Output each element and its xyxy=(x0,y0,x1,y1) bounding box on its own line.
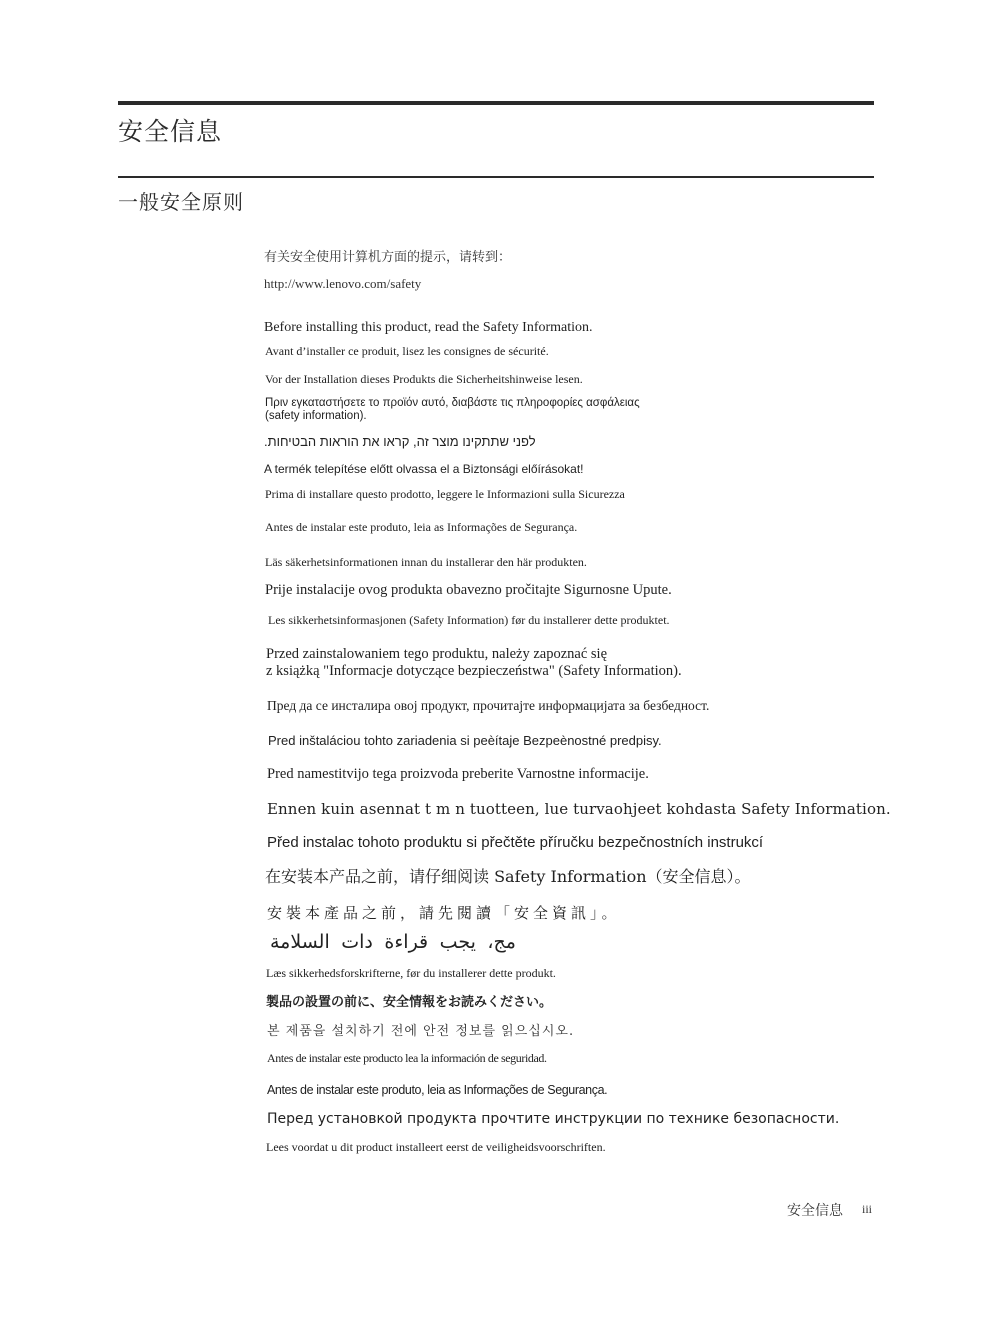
notice-german: Vor der Installation dieses Produkts die Sicherheitshinweise lesen. xyxy=(265,372,583,386)
notice-french: Avant d’installer ce produit, lisez les consignes de sécurité. xyxy=(265,344,549,358)
notice-greek-line2: (safety information). xyxy=(265,410,367,422)
notice-greek-line1: Πριν εγκαταστήσετε το προϊόν αυτό, διαβάστε τις πληροφορίες ασφάλειας xyxy=(265,397,640,409)
footer-page-number: iii xyxy=(862,1202,873,1216)
notice-korean: 본 제품을 설치하기 전에 안전 정보를 읽으십시오. xyxy=(267,1024,575,1039)
notice-polish-line2: z książką "Informacje dotyczące bezpieczeństwa" (Safety Information). xyxy=(266,663,682,679)
notice-portuguese-br: Antes de instalar este produto, leia as Informações de Segurança. xyxy=(265,520,578,534)
notice-croatian: Prije instalacije ovog produkta obavezno pročitajte Sigurnosne Upute. xyxy=(265,582,672,598)
notice-chinese-simplified: 在安装本产品之前，请仔细阅读 Safety Information（安全信息）。 xyxy=(265,867,751,886)
notice-slovenian: Pred namestitvijo tega proizvoda preberite Varnostne informacije. xyxy=(267,766,649,782)
notice-spanish: Antes de instalar este producto lea la información de seguridad. xyxy=(267,1051,547,1065)
notice-dutch: Lees voordat u dit product installeert eerst de veiligheidsvoorschriften. xyxy=(266,1140,606,1154)
notice-english: Before installing this product, read the Safety Information. xyxy=(264,320,593,335)
section-rule xyxy=(118,176,874,178)
notice-russian: Перед установкой продукта прочтите инструкции по технике безопасности. xyxy=(267,1111,840,1127)
notice-japanese: 製品の設置の前に、安全情報をお読みください。 xyxy=(266,995,553,1010)
notice-swedish: Läs säkerhetsinformationen innan du installerar den här produkten. xyxy=(265,555,587,569)
intro-note: 有关安全使用计算机方面的提示，请转到： xyxy=(264,250,512,265)
page-title: 安全信息 xyxy=(118,117,223,146)
notice-czech: Před instalac tohoto produktu si přečtěte příručku bezpečnostních instrukcí xyxy=(267,834,764,851)
notice-danish: Læs sikkerhedsforskrifterne, før du installerer dette produkt. xyxy=(266,966,556,980)
top-rule xyxy=(118,101,874,105)
safety-url-link[interactable]: http://www.lenovo.com/safety xyxy=(264,276,422,291)
notice-polish-line1: Przed zainstalowaniem tego produktu, należy zapoznać się xyxy=(266,646,608,662)
notice-chinese-traditional: 安裝本產品之前，請先閱讀「安全資訊」。 xyxy=(267,904,621,922)
notice-arabic: مج، يجب قراءة دات السلامة xyxy=(270,931,516,953)
notice-hebrew: לפני שתתקינו מוצר זה, קראו את הוראות הבטיחות. xyxy=(264,434,536,449)
notice-finnish: Ennen kuin asennat t m n tuotteen, lue turvaohjeet kohdasta Safety Information. xyxy=(267,800,891,818)
notice-italian: Prima di installare questo prodotto, leggere le Informazioni sulla Sicurezza xyxy=(265,487,625,501)
notice-macedonian: Пред да се инсталира овој продукт, прочитајте информацијата за безбедност. xyxy=(267,698,710,713)
notice-slovak: Pred inštaláciou tohto zariadenia si peèítaje Bezpeènostné predpisy. xyxy=(268,733,662,748)
notice-portuguese: Antes de instalar este produto, leia as Informações de Segurança. xyxy=(267,1083,608,1097)
notice-norwegian: Les sikkerhetsinformasjonen (Safety Information) før du installerer dette produktet. xyxy=(268,613,670,627)
notice-hungarian: A termék telepítése előtt olvassa el a Biztonsági előírásokat! xyxy=(264,462,584,476)
footer-title: 安全信息 xyxy=(787,1203,843,1219)
section-title: 一般安全原则 xyxy=(118,190,244,214)
